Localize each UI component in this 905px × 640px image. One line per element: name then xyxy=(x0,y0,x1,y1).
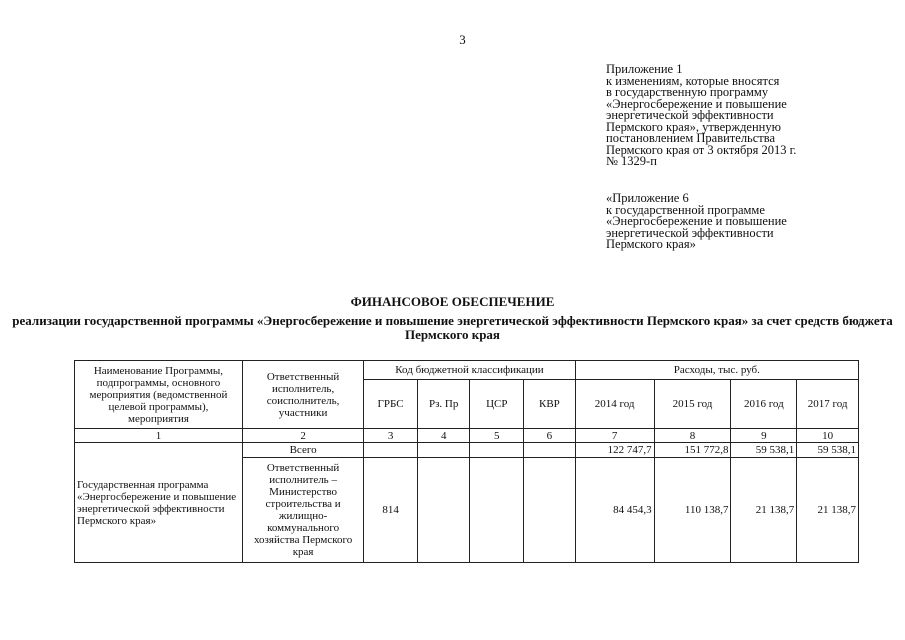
column-number: 4 xyxy=(417,429,470,443)
appendix-1-note: Приложение 1 к изменениям, которые вносятся в государственную программу «Энергосбережение и повышение энергетической эффективности Пермского края», утвержденную постановлением Правительства Пермского края от 3 октября 2013 г. № 1329-п xyxy=(606,62,797,168)
document-title: ФИНАНСОВОЕ ОБЕСПЕЧЕНИЕ xyxy=(350,294,555,309)
page-number: 3 xyxy=(459,32,466,47)
column-number: 5 xyxy=(470,429,524,443)
header-2017: 2017 год xyxy=(797,380,859,429)
column-number: 6 xyxy=(524,429,576,443)
appendix-6-note: «Приложение 6 к государственной программе «Энергосбережение и повышение энергетической эффективности Пермского края» xyxy=(606,191,787,251)
column-number: 1 xyxy=(75,429,243,443)
header-budget-code: Код бюджетной классификации xyxy=(364,361,575,380)
column-numbers-row xyxy=(75,429,859,443)
executor-grbs: 814 xyxy=(364,458,418,563)
header-2016: 2016 год xyxy=(731,380,797,429)
column-number: 9 xyxy=(731,429,797,443)
executor-2014: 84 454,3 xyxy=(575,458,654,563)
executor-2016: 21 138,7 xyxy=(731,458,797,563)
total-2016: 59 538,1 xyxy=(731,443,797,458)
header-2014: 2014 год xyxy=(575,380,654,429)
column-number: 7 xyxy=(575,429,654,443)
total-2014: 122 747,7 xyxy=(575,443,654,458)
column-number: 10 xyxy=(797,429,859,443)
column-number: 3 xyxy=(364,429,418,443)
total-kvr xyxy=(524,443,576,458)
total-csr xyxy=(470,443,524,458)
total-label: Всего xyxy=(242,443,363,458)
header-csr: ЦСР xyxy=(470,380,524,429)
document-subtitle: реализации государственной программы «Энергосбережение и повышение энергетической эффективности Пермского края» за счет средств бюджета Пермского края xyxy=(12,313,893,342)
header-grbs: ГРБС xyxy=(364,380,418,429)
total-row xyxy=(75,443,859,458)
executor-kvr xyxy=(524,458,576,563)
header-kvr: КВР xyxy=(524,380,576,429)
column-number: 8 xyxy=(654,429,731,443)
header-expenses: Расходы, тыс. руб. xyxy=(575,361,858,380)
executor-csr xyxy=(470,458,524,563)
column-number: 2 xyxy=(242,429,363,443)
header-2015: 2015 год xyxy=(654,380,731,429)
total-grbs xyxy=(364,443,418,458)
header-executor: Ответственный исполнитель, соисполнитель, участники xyxy=(242,361,363,429)
table-header-row xyxy=(75,361,859,380)
program-name-cell: Государственная программа «Энергосбережение и повышение энергетической эффективности Пермского края» xyxy=(75,443,243,563)
total-rzpr xyxy=(417,443,470,458)
header-name: Наименование Программы, подпрограммы, основного мероприятия (ведомственной целевой программы), мероприятия xyxy=(75,361,243,429)
financing-table xyxy=(74,360,859,563)
executor-rzpr xyxy=(417,458,470,563)
executor-2015: 110 138,7 xyxy=(654,458,731,563)
header-rzpr: Рз. Пр xyxy=(417,380,470,429)
executor-cell: Ответственный исполнитель – Министерство строительства и жилищно-коммунального хозяйства Пермского края xyxy=(242,458,363,563)
total-2017: 59 538,1 xyxy=(797,443,859,458)
executor-2017: 21 138,7 xyxy=(797,458,859,563)
total-2015: 151 772,8 xyxy=(654,443,731,458)
